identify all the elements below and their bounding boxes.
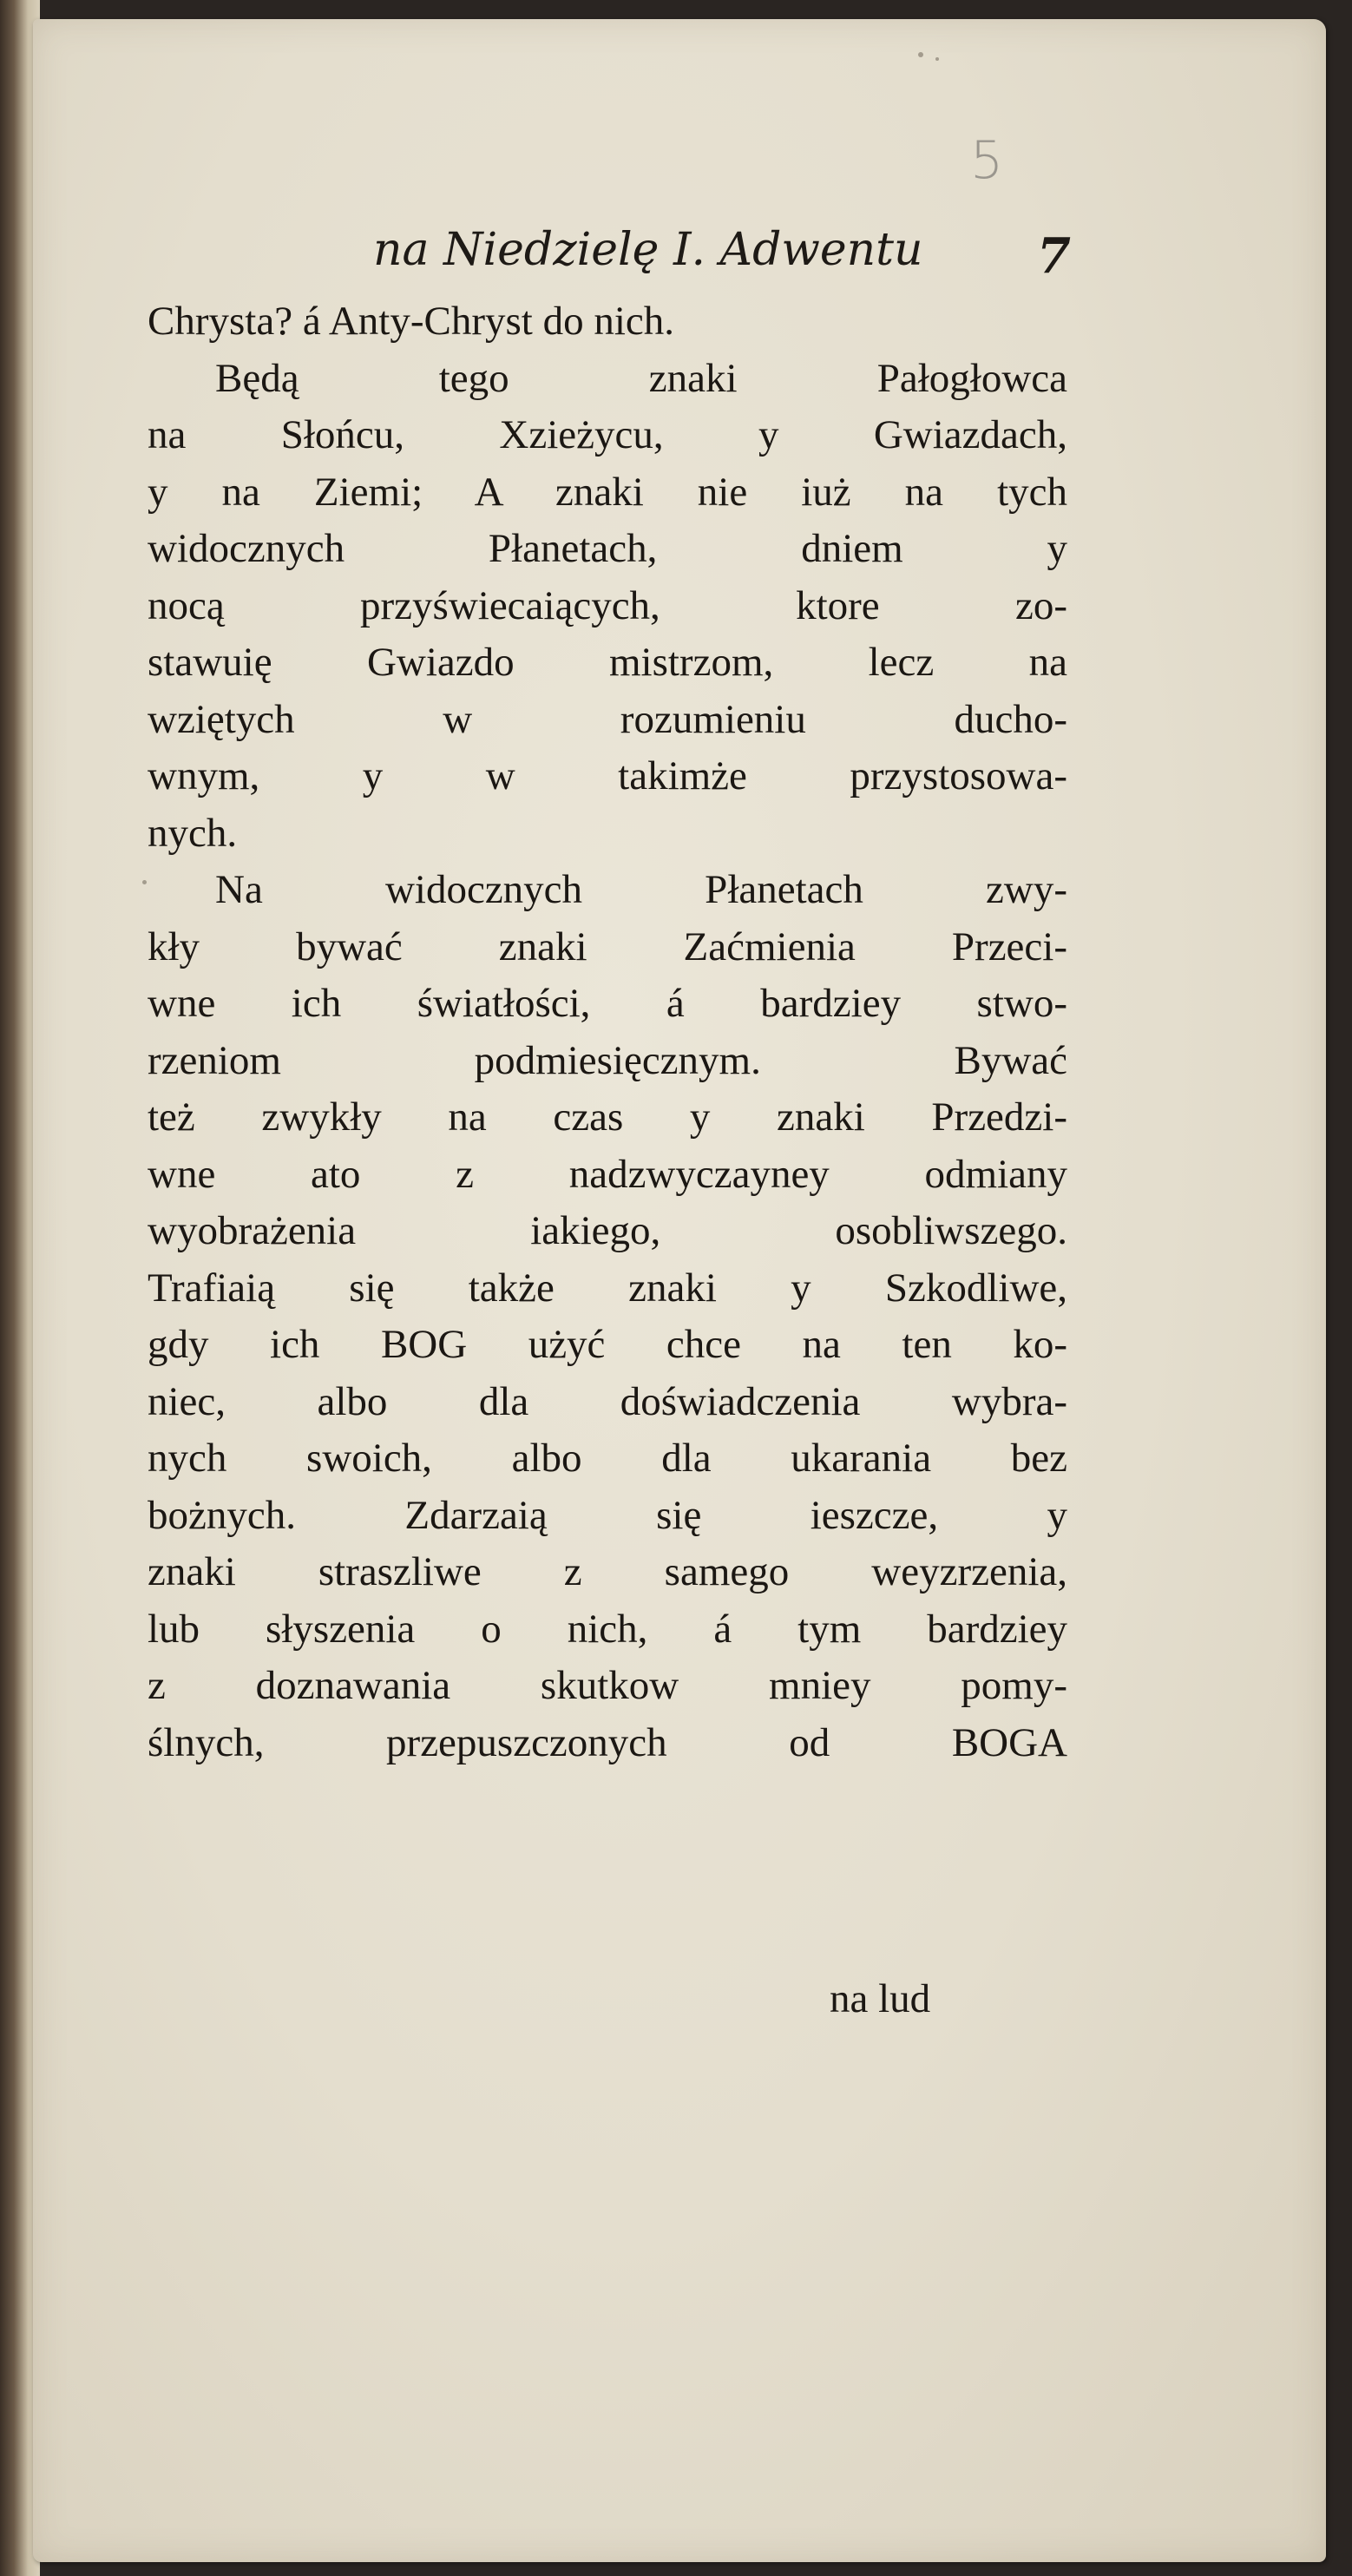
text-line: nocą przyświecaiących, ktore zo- — [148, 582, 1067, 628]
paper-speck — [935, 57, 939, 61]
text-line: z doznawania skutkow mniey pomy- — [148, 1663, 1067, 1708]
text-line: wyobrażenia iakiego, osobliwszego. — [148, 1208, 1067, 1253]
text-line: lub słyszenia o nich, á tym bardziey — [148, 1606, 1067, 1652]
text-line: rzeniom podmiesięcznym. Bywać — [148, 1037, 1067, 1083]
text-line: wnym, y w takimże przystosowa- — [148, 753, 1067, 798]
pencil-folio-number: 5 — [970, 130, 1004, 191]
text-line: y na Ziemi; A znaki nie iuż na tych — [148, 469, 1067, 515]
text-line: nych. — [148, 810, 238, 856]
text-line: Chrysta? á Anty-Chryst do nich. — [148, 299, 675, 344]
text-line: też zwykły na czas y znaki Przedzi- — [148, 1094, 1067, 1140]
text-line: stawuię Gwiazdo mistrzom, lecz na — [148, 640, 1067, 685]
text-line: niec, albo dla doświadczenia wybra- — [148, 1378, 1067, 1424]
running-head: na Niedzielę I. Adwentu — [373, 224, 923, 276]
text-line: gdy ich BOG użyć chce na ten ko- — [148, 1322, 1067, 1367]
text-line: na Słońcu, Xzieżycu, y Gwiazdach, — [148, 412, 1067, 457]
catchword: na lud — [830, 1976, 931, 2021]
text-line: widocznych Płanetach, dniem y — [148, 526, 1067, 571]
text-line: Na widocznych Płanetach zwy- — [215, 867, 1067, 912]
paper-speck — [918, 52, 923, 57]
text-line: ślnych, przepuszczonych od BOGA — [148, 1719, 1067, 1765]
text-line: nych swoich, albo dla ukarania bez — [148, 1436, 1067, 1481]
paper-speck — [142, 880, 147, 884]
page-number: 7 — [1037, 227, 1071, 285]
text-line: Będą tego znaki Pałogłowca — [215, 355, 1067, 401]
body-text — [148, 293, 1067, 1771]
text-line: wne ich światłości, á bardziey stwo- — [148, 981, 1067, 1026]
text-line: wziętych w rozumieniu ducho- — [148, 696, 1067, 742]
text-line: Trafiaią się także znaki y Szkodliwe, — [148, 1265, 1067, 1311]
text-line: znaki straszliwe z samego weyzrzenia, — [148, 1549, 1067, 1594]
text-line: kły bywać znaki Zaćmienia Przeci- — [148, 923, 1067, 969]
text-line: bożnych. Zdarzaią się ieszcze, y — [148, 1492, 1067, 1538]
text-line: wne ato z nadzwyczayney odmiany — [148, 1151, 1067, 1197]
